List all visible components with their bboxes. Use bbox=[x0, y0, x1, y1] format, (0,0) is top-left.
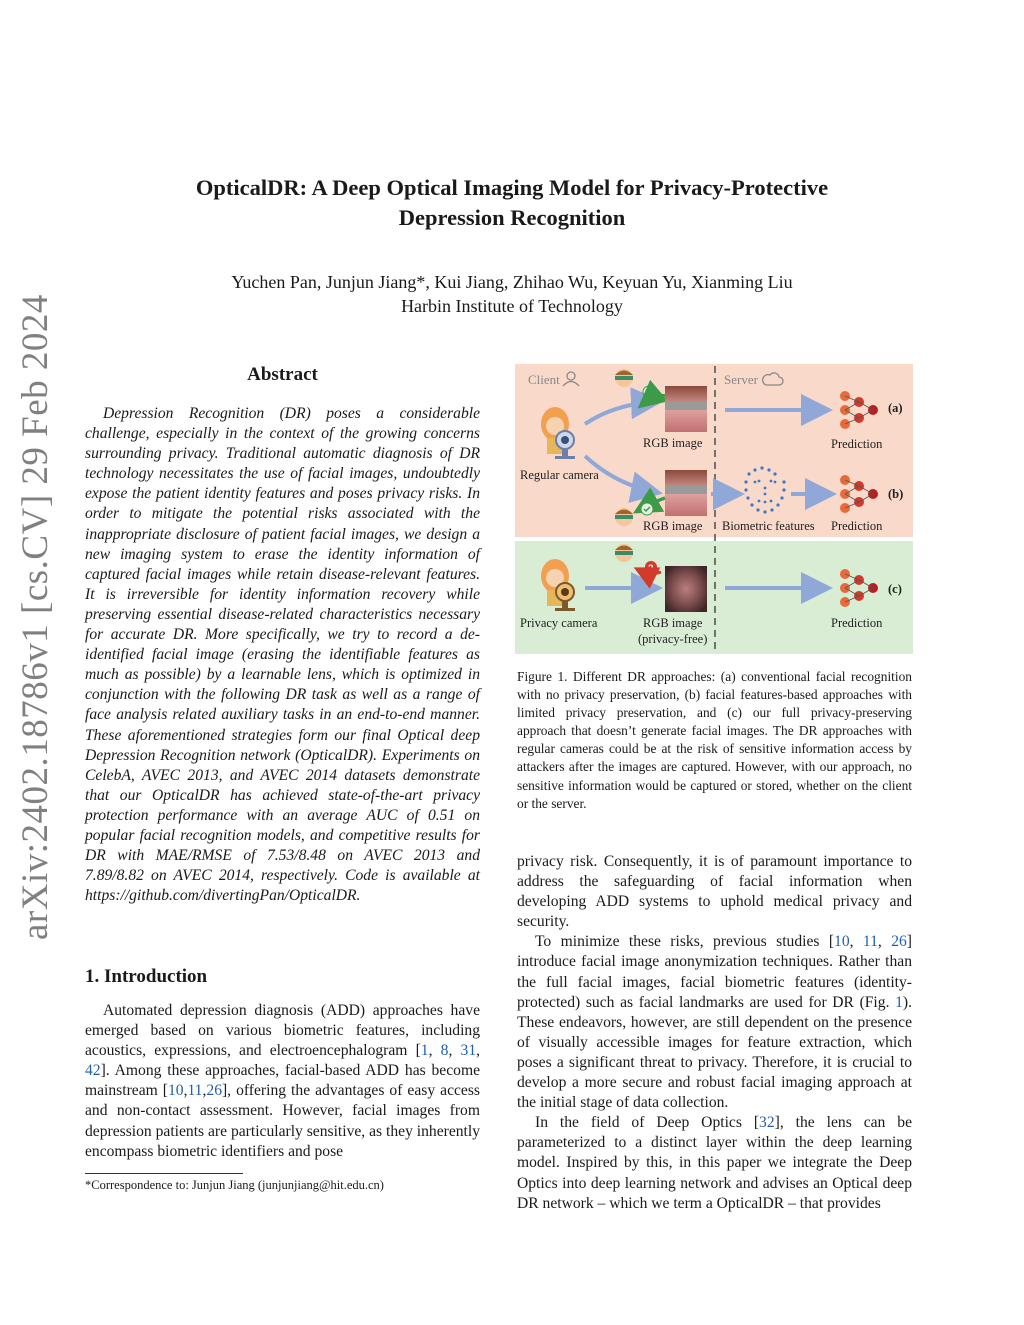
rgb-image-label-b: RGB image bbox=[643, 519, 703, 533]
citation-link[interactable]: 8 bbox=[440, 1042, 449, 1060]
citation-link[interactable]: 26 bbox=[206, 1082, 222, 1100]
citation-link[interactable]: 11 bbox=[187, 1082, 203, 1100]
rgb-face-image-a bbox=[665, 386, 707, 432]
abstract-text: Depression Recognition (DR) poses a considerable challenge, especially in the context of the growing concerns surrounding privacy. Traditional automatic diagnosis of DR technology necessitates the use of facial images, undoubtedly expose the patient identity features and poses privacy risks. In order to mitigate the potential risks associated with the inappropriate disclosure of patient facial images, we design a new imaging system to erase the identity information of captured facial images while retain disease-relevant features. It is irreversible for identity information recovery while preserving essential disease-related characteristics necessary for accurate DR. More specifically, we try to record a de-identified facial image (erasing the identifiable features as much as possible) by a learnable lens, which is optimized in conjunction with the following DR task as well as a range of face analysis related auxiliary tasks in an end-to-end manner. These aforementioned strategies form our final Optical deep Depression Recognition network (OpticalDR). Experiments on CelebA, AVEC 2013, and AVEC 2014 datasets demonstrate that our OpticalDR has achieved state-of-the-art privacy protection performance with an average AUC of 0.51 on popular facial recognition models, and competitive results for DR with MAE/RMSE of 7.53/8.48 on AVEC 2013 and 7.89/8.82 on AVEC 2014, respectively. Code is available at https://github.com/divertingPan/OpticalDR. bbox=[85, 405, 480, 905]
panel-c-background bbox=[515, 541, 913, 654]
arxiv-identifier: arXiv:2402.18786v1 [cs.CV] 29 Feb 2024 bbox=[15, 294, 56, 940]
paper-title bbox=[0, 173, 1024, 233]
rgb-face-image-b bbox=[665, 470, 707, 516]
masked-attacker-icon-a bbox=[615, 369, 633, 387]
rgb-image-label-c: RGB image bbox=[643, 616, 703, 630]
footnote: *Correspondence to: Junjun Jiang (junjunjiang@hit.edu.cn) bbox=[85, 1178, 384, 1192]
citation-link[interactable]: 31 bbox=[460, 1042, 477, 1060]
client-label: Client bbox=[528, 372, 560, 387]
privacy-free-image bbox=[665, 566, 707, 612]
label-a: (a) bbox=[888, 401, 903, 415]
privacy-free-label: (privacy-free) bbox=[638, 632, 708, 646]
prediction-label-c: Prediction bbox=[831, 616, 883, 630]
citation-link[interactable]: 42 bbox=[85, 1062, 101, 1080]
title-line-2: Depression Recognition bbox=[398, 205, 626, 230]
figure-ref-link[interactable]: 1 bbox=[895, 993, 903, 1011]
svg-text:?: ? bbox=[648, 563, 654, 573]
intro-paragraph: Automated depression diagnosis (ADD) approaches have emerged based on various biometric features, including acoustics, expressions, and electroencephalogram [1, 8, 31, 42]. Among these approaches, facial-based ADD has become mainstream [10,11,26], offering the advantages of easy access and non-contact assessment. However, facial images from depression patients are particularly sensitive, as they inherently encompass biometric identifiers and pose bbox=[85, 1002, 481, 1160]
author-list: Yuchen Pan, Junjun Jiang*, Kui Jiang, Zhihao Wu, Keyuan Yu, Xianming Liu bbox=[231, 272, 793, 292]
regular-camera-label: Regular camera bbox=[520, 468, 599, 482]
label-c: (c) bbox=[888, 582, 902, 596]
affiliation: Harbin Institute of Technology bbox=[401, 296, 623, 316]
title-line-1: OpticalDR: A Deep Optical Imaging Model for Privacy-Protective bbox=[195, 175, 829, 200]
label-b: (b) bbox=[888, 487, 904, 501]
rgb-image-label-a: RGB image bbox=[643, 436, 703, 450]
figure-1-diagram bbox=[515, 364, 913, 654]
prediction-label-a: Prediction bbox=[831, 437, 883, 451]
footnote-rule bbox=[85, 1173, 243, 1174]
intro-heading: 1. Introduction bbox=[85, 966, 208, 987]
citation-link[interactable]: 26 bbox=[891, 933, 907, 951]
author-block bbox=[0, 270, 1024, 318]
right-paragraph-3: In the field of Deep Optics [32], the lens can be parameterized to a distinct layer within the deep learning model. Inspired by this, in this paper we integrate the Deep Optics into deep learning network and advises an Optical deep DR network – which we term a OpticalDR – that provides bbox=[517, 1114, 912, 1212]
privacy-camera-label: Privacy camera bbox=[520, 616, 598, 630]
abstract-heading: Abstract bbox=[247, 364, 318, 385]
citation-link[interactable]: 10 bbox=[834, 933, 850, 951]
citation-link[interactable]: 32 bbox=[759, 1114, 775, 1132]
citation-link[interactable]: 10 bbox=[167, 1082, 184, 1100]
biometric-features-label: Biometric features bbox=[722, 519, 815, 533]
right-column-text bbox=[517, 852, 912, 1214]
figure-1 bbox=[515, 364, 913, 654]
citation-link[interactable]: 11 bbox=[862, 933, 878, 951]
right-paragraph-2: To minimize these risks, previous studies [10, 11, 26] introduce facial image anonymization techniques. Rather than the full facial images, facial biometric features (identity-protected) such as facial landmarks are used for DR (Fig. 1). These endeavors, however, are still dependent on the presence of visually accessible images for feature extraction, which poses a significant threat to privacy. Therefore, it is crucial to develop a more secure and robust facial imaging approach at the initial stage of data collection. bbox=[517, 933, 912, 1112]
masked-attacker-icon-c bbox=[615, 544, 633, 562]
right-paragraph-1: privacy risk. Consequently, it is of paramount importance to address the safeguarding of facial information when developing ADD systems to uphold medical privacy and security. bbox=[517, 853, 912, 931]
citation-link[interactable]: 1 bbox=[420, 1042, 429, 1060]
server-label: Server bbox=[724, 372, 758, 387]
masked-attacker-icon-b bbox=[615, 508, 633, 526]
figure-1-caption: Figure 1. Different DR approaches: (a) conventional facial recognition with no privacy preservation, (b) facial features-based approaches with limited privacy preservation, and (c) our full privacy-preserving approach that doesn’t generate facial images. The DR approaches with regular cameras could be at the risk of sensitive information access by attackers after the images are captured. However, with our approach, no sensitive information would be captured or stored, whether on the client or the server. bbox=[517, 669, 912, 811]
prediction-label-b: Prediction bbox=[831, 519, 883, 533]
